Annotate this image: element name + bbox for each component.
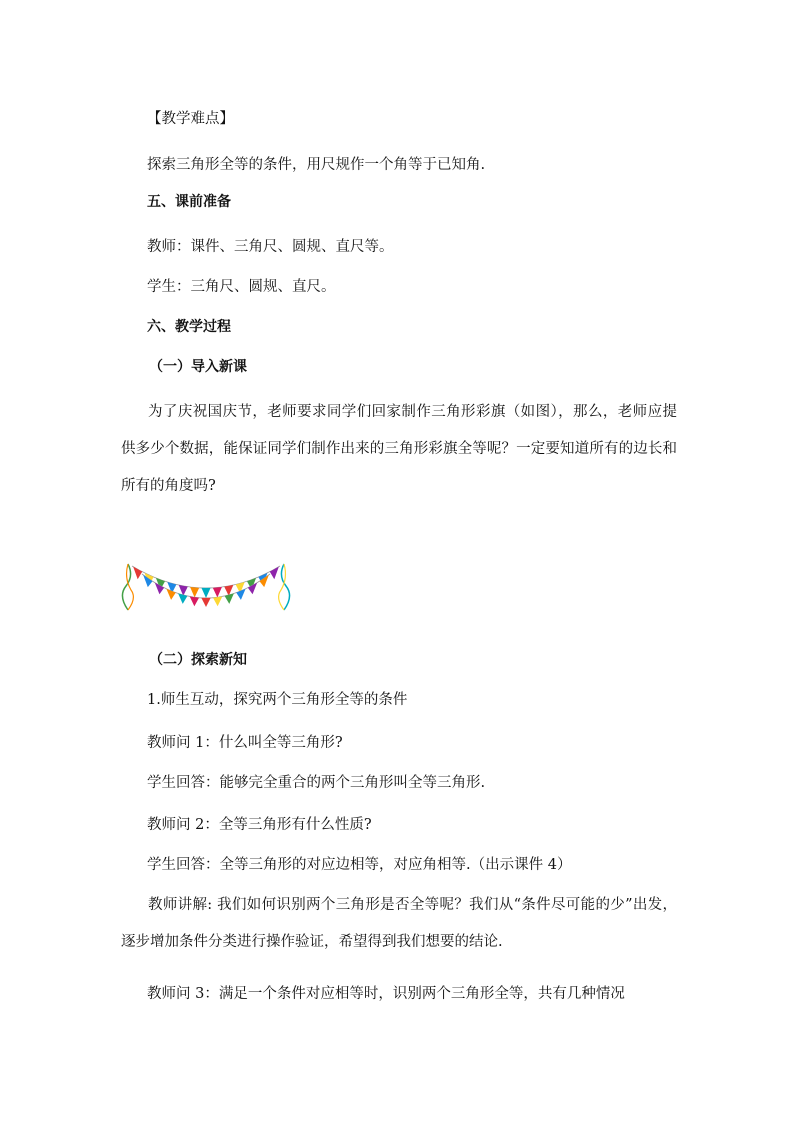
question-3: 教师问 3：满足一个条件对应相等时，识别两个三角形全等，共有几种情况	[147, 986, 625, 1002]
answer-1: 学生回答：能够完全重合的两个三角形叫全等三角形.	[147, 775, 486, 791]
bunting-flag	[190, 596, 199, 606]
question-1: 教师问 1：什么叫全等三角形?	[147, 735, 343, 751]
section6-heading: 六、教学过程	[147, 319, 231, 335]
item1-title: 1.师生互动，探究两个三角形全等的条件	[147, 692, 408, 708]
part2-heading: （二）探索新知	[149, 652, 247, 668]
lecture-paragraph: 教师讲解: 我们如何识别两个三角形是否全等呢？我们从“条件尽可能的少”出发，逐步增加条件分类进行操作验证，希望得到我们想要的结论.	[121, 897, 677, 950]
answer-2: 学生回答：全等三角形的对应边相等，对应角相等.（出示课件 4）	[147, 857, 572, 873]
question-2: 教师问 2：全等三角形有什么性质?	[147, 817, 372, 833]
bunting-string	[132, 566, 280, 588]
difficulty-text: 探索三角形全等的条件，用尺规作一个角等于已知角.	[147, 157, 486, 173]
part1-heading: （一）导入新课	[149, 359, 247, 375]
bunting-flags-image	[118, 556, 294, 616]
bunting-flag	[178, 593, 187, 603]
bunting-flag	[213, 587, 222, 597]
intro-paragraph: 为了庆祝国庆节，老师要求同学们回家制作三角形彩旗（如图），那么，老师应提供多少个数据，能保证同学们制作出来的三角形彩旗全等呢？一定要知道所有的边长和所有的角度吗?	[121, 404, 677, 494]
prep-teacher: 教师：课件、三角尺、圆规、直尺等。	[147, 239, 394, 255]
difficulty-heading: 【教学难点】	[147, 111, 234, 127]
bunting-flag	[133, 567, 142, 580]
bunting-flag	[201, 588, 210, 598]
section5-heading: 五、课前准备	[147, 194, 231, 210]
bunting-flag	[225, 593, 234, 603]
bunting-flags	[122, 564, 289, 610]
bunting-flag	[213, 596, 222, 606]
prep-student: 学生：三角尺、圆规、直尺。	[147, 279, 336, 295]
bunting-flag	[270, 567, 279, 580]
bunting-flag	[201, 598, 210, 607]
bunting-flag	[190, 587, 199, 597]
